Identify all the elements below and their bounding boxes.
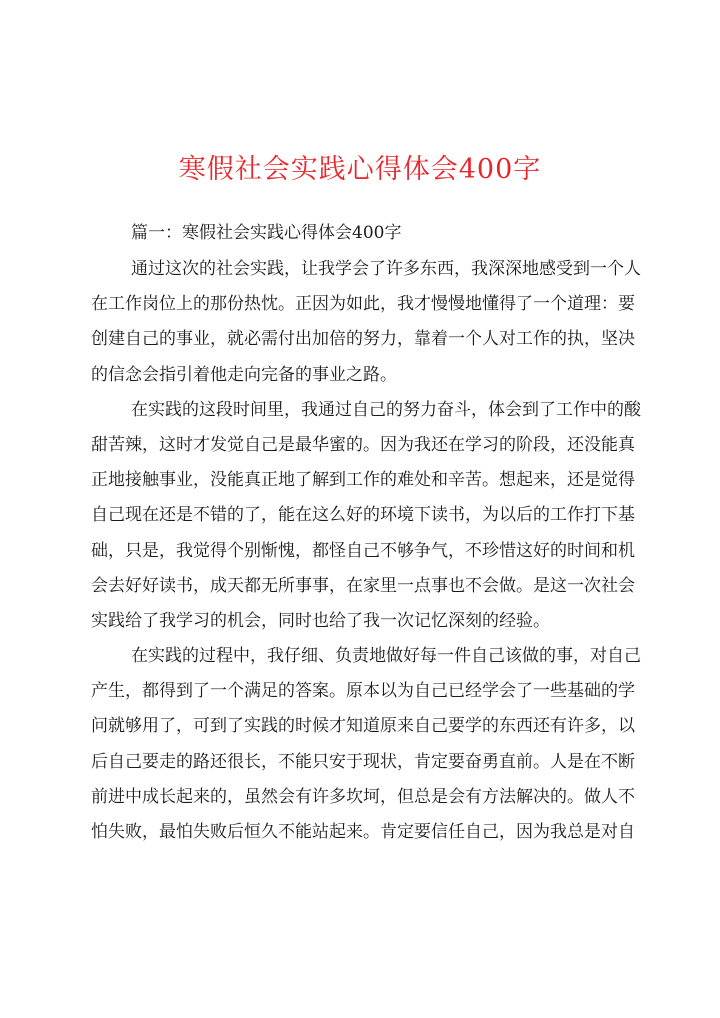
paragraph-line: 在实践的这段时间里，我通过自己的努力奋斗，体会到了工作中的酸 — [131, 399, 641, 420]
paragraph-line: 在工作岗位上的那份热忱。正因为如此，我才慢慢地懂得了一个道理：要 — [91, 294, 635, 315]
paragraph-2 — [91, 393, 641, 639]
paragraph-line: 后自己要走的路还很长，不能只安于现状，肯定要奋勇直前。人是在不断 — [91, 751, 635, 772]
paragraph-line: 创建自己的事业，就必需付出加倍的努力，靠着一个人对工作的执，坚决 — [91, 329, 635, 350]
paragraph-line: 会去好好读书，成天都无所事事，在家里一点事也不会做。是这一次社会 — [91, 575, 635, 596]
paragraph-line: 自己现在还是不错的了，能在这么好的环境下读书，为以后的工作打下基 — [91, 505, 635, 526]
paragraph-line: 在实践的过程中，我仔细、负责地做好每一件自己该做的事，对自己 — [131, 646, 641, 667]
paragraph-line: 怕失败，最怕失败后恒久不能站起来。肯定要信任自己，因为我总是对自 — [91, 822, 635, 842]
paragraph-line: 实践给了我学习的机会，同时也给了我一次记忆深刻的经验。 — [91, 610, 550, 631]
section-heading: 篇一：寒假社会实践心得体会400字 — [131, 223, 402, 243]
paragraph-3 — [91, 639, 641, 850]
paragraph-line: 正地接触事业，没能真正地了解到工作的难处和辛苦。想起来，还是觉得 — [91, 470, 635, 491]
paragraph-line: 问就够用了，可到了实践的时候才知道原来自己要学的东西还有许多，以 — [91, 716, 635, 737]
paragraph-1 — [91, 252, 641, 393]
paragraph-line: 础，只是，我觉得个别惭愧，都怪自己不够争气，不珍惜这好的时间和机 — [91, 540, 635, 561]
document-title: 寒假社会实践心得体会400字 — [178, 154, 542, 185]
paragraph-line: 的信念会指引着他走向完备的事业之路。 — [91, 364, 397, 385]
paragraph-line: 甜苦辣，这时才发觉自己是最华蜜的。因为我还在学习的阶段，还没能真 — [91, 434, 635, 455]
document-body — [91, 214, 641, 850]
paragraph-line: 前进中成长起来的，虽然会有许多坎坷，但总是会有方法解决的。做人不 — [91, 786, 635, 807]
paragraph-line: 产生，都得到了一个满足的答案。原本以为自己已经学会了一些基础的学 — [91, 681, 635, 702]
paragraph-line: 通过这次的社会实践，让我学会了许多东西，我深深地感受到一个人 — [131, 259, 641, 279]
